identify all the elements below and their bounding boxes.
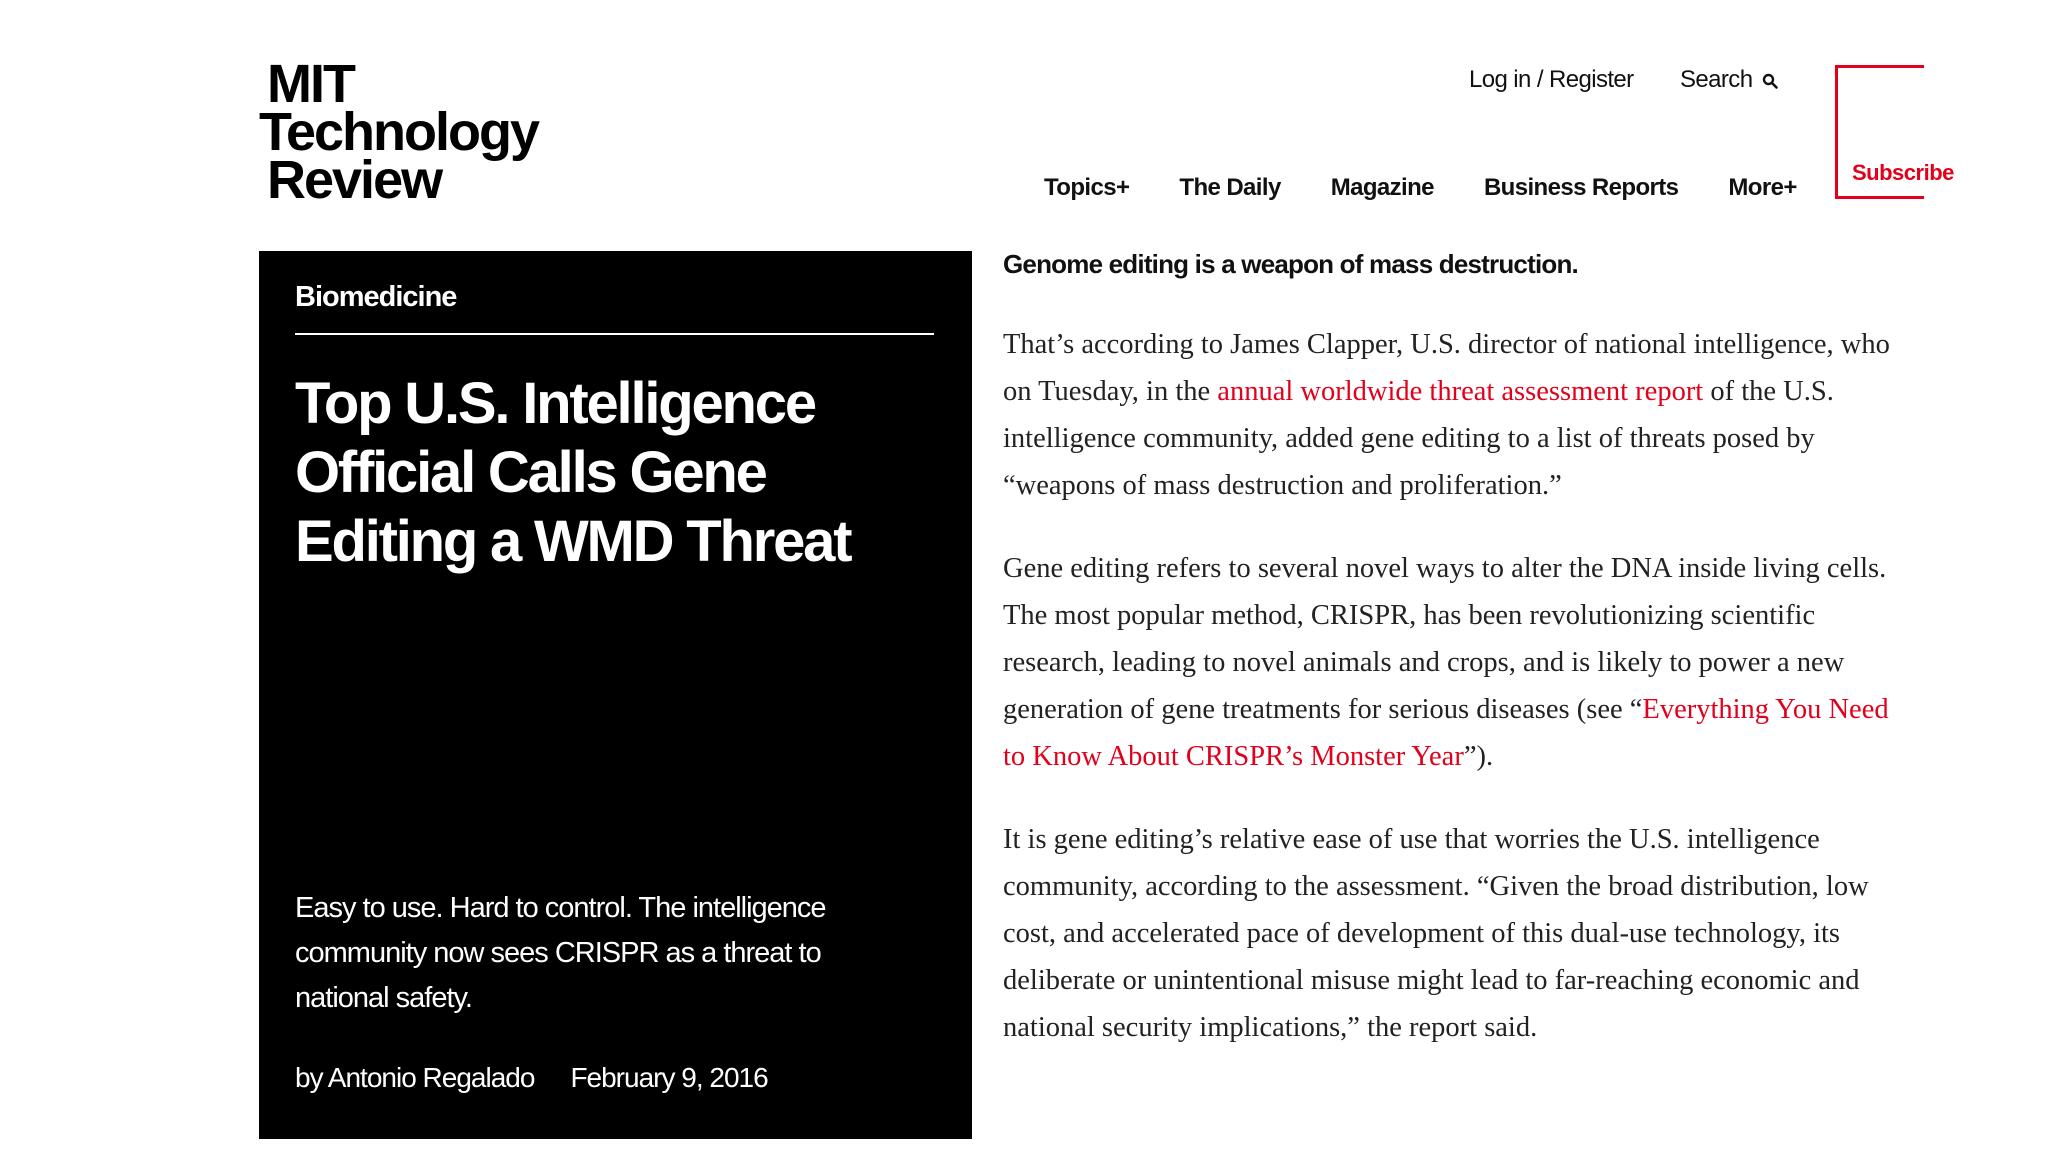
paragraph-2-text-a: Gene editing refers to several novel ways to alter the DNA inside living cells. The most popular method, CRISPR, has been revolutionizing scientific research, leading to novel animals and crops, and is likely to power a new generation of gene treatments for serious diseases (see “ — [1003, 553, 1887, 725]
author-name[interactable]: by Antonio Regalado — [295, 1062, 535, 1093]
threat-report-link[interactable]: annual worldwide threat assessment report — [1217, 376, 1704, 407]
byline — [295, 1062, 768, 1094]
paragraph-2-text-b: ”). — [1463, 741, 1494, 772]
section-divider — [295, 333, 934, 335]
article-headline: Top U.S. Intelligence Official Calls Gene Editing a WMD Threat — [295, 371, 851, 574]
nav-the-daily[interactable]: The Daily — [1179, 174, 1281, 201]
article-hero — [259, 251, 972, 1139]
nav-more[interactable]: More+ — [1728, 174, 1797, 201]
login-register-link[interactable]: Log in / Register — [1469, 66, 1634, 93]
logo-line-1: MIT — [267, 54, 354, 114]
site-logo[interactable] — [259, 54, 539, 210]
article-dek: Easy to use. Hard to control. The intelligence community now sees CRISPR as a threat to national safety. — [295, 892, 826, 1014]
article-body — [1003, 240, 1893, 1087]
nav-magazine[interactable]: Magazine — [1330, 174, 1434, 201]
paragraph-1-text-b: of the U.S. intelligence community, added gene editing to a list of threats posed by “weapons of mass destruction and proliferation.” — [1003, 376, 1834, 501]
search-button[interactable] — [1680, 66, 1778, 94]
crispr-year-link[interactable]: Everything You Need to Know About CRISPR’s Monster Year — [1003, 694, 1889, 772]
publish-date: February 9, 2016 — [570, 1062, 768, 1093]
search-icon — [1762, 73, 1778, 89]
paragraph-1-text-a: That’s according to James Clapper, U.S. director of national intelligence, who on Tuesday, in the — [1003, 329, 1890, 407]
subscribe-button[interactable] — [1835, 65, 1954, 199]
article-lead: Genome editing is a weapon of mass destruction. — [1003, 249, 1578, 279]
search-label: Search — [1680, 66, 1753, 93]
nav-topics[interactable]: Topics+ — [1044, 174, 1130, 201]
logo-line-3: Review — [267, 150, 442, 210]
subscribe-label: Subscribe — [1852, 160, 1954, 185]
paragraph-3: It is gene editing’s relative ease of use that worries the U.S. intelligence community, according to the assessment. “Given the broad distribution, low cost, and accelerated pace of development of this dual-use technology, its deliberate or unintentional misuse might lead to far-reaching economic and national security implications,” the report said. — [1003, 824, 1869, 1043]
paragraph-1 — [1003, 321, 1893, 509]
logo-line-2: Technology — [259, 102, 539, 162]
section-label[interactable]: Biomedicine — [295, 281, 457, 313]
main-nav — [1044, 174, 1797, 202]
paragraph-2 — [1003, 545, 1893, 780]
nav-business-reports[interactable]: Business Reports — [1483, 174, 1679, 201]
